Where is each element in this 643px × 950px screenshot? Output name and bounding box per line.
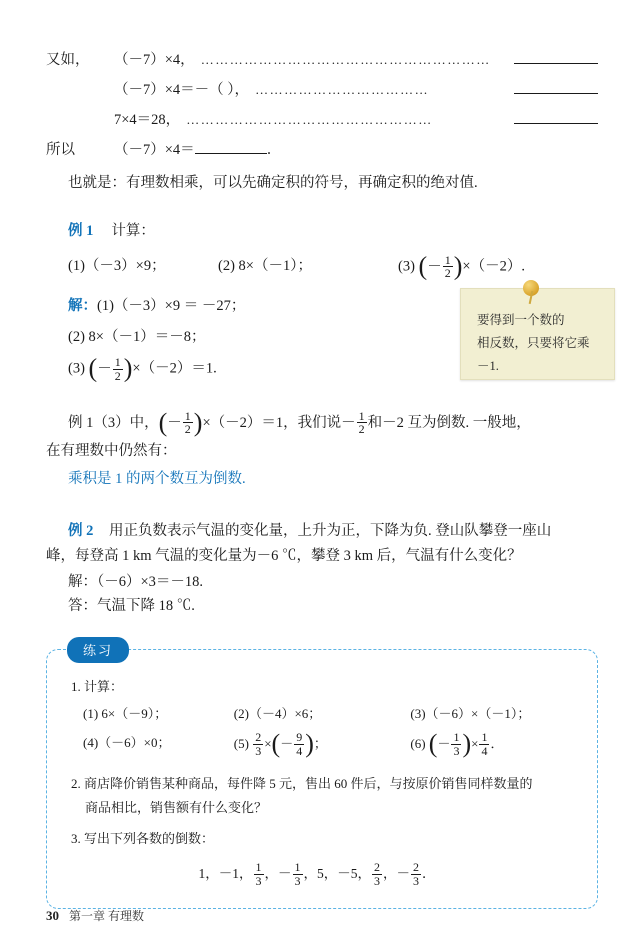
- fraction-two-thirds: $\frac{2}{3}$: [255, 730, 262, 758]
- reciprocal-part-2: ×（－2）＝1，我们说－: [202, 414, 356, 431]
- sticky-note: [460, 288, 615, 380]
- exercise-q1-item-6-tail: ．: [490, 735, 504, 751]
- intro-dots-3: ……………………………………………: [186, 112, 433, 127]
- example-2-solution: 解：（－6）×3＝－18.: [68, 573, 204, 590]
- example-1-item-1: (1)（－3）×9；: [68, 258, 166, 275]
- example-1-item-3-index: (3): [398, 258, 415, 275]
- q3-mid-2: ，5，－5，: [303, 865, 371, 881]
- fraction-neg-one-third: － $\frac{1}{3}$: [437, 730, 460, 758]
- intro-row-3: [46, 108, 598, 129]
- example-2-label: 例 2: [68, 523, 94, 540]
- example-1-label: 例 1: [68, 223, 94, 240]
- exercise-q1-row-2: [83, 728, 579, 758]
- exercise-q3-numbers: [55, 862, 579, 888]
- exercise-q1-item-2: (2)（－4）×6；: [233, 705, 322, 721]
- exercise-q1-item-5-tail: ；: [313, 735, 327, 751]
- page-number: 30: [46, 908, 59, 923]
- intro-expr-1: （－7）×4，: [114, 52, 195, 68]
- example-2-block: [46, 517, 598, 620]
- intro-row-2: [46, 78, 598, 99]
- left-paren: (: [418, 251, 428, 281]
- exercise-box: [46, 642, 598, 909]
- right-paren-4: ): [305, 728, 314, 758]
- example-1-item-3: [398, 251, 578, 281]
- example-2-answer: 答：气温下降 18 ℃.: [68, 598, 195, 615]
- exercise-q1-label: 1. 计算：: [71, 678, 124, 694]
- intro-blank-3: [514, 111, 598, 124]
- left-paren-5: (: [428, 728, 438, 758]
- exercise-tab-label: 练习: [67, 637, 129, 663]
- fraction-two-thirds-2: $\frac{2}{3}$: [374, 860, 380, 888]
- exercise-q1-item-3: (3)（－6）×（－1）；: [410, 705, 531, 721]
- intro-expr-2: （－7）×4＝－（ ），: [114, 82, 250, 98]
- note-line-3: －1.: [477, 359, 499, 374]
- exercise-q3-label: 3. 写出下列各数的倒数：: [71, 831, 215, 847]
- chapter-title: 第一章 有理数: [69, 909, 145, 923]
- reciprocal-part-1: 例 1（3）中，: [68, 414, 159, 431]
- solution-line-1: (1)（－3）×9 ＝ －27；: [97, 298, 246, 315]
- example-1-items: [68, 251, 598, 281]
- exercise-q1-item-6: (6) (－ $\frac{1}{3}$ )× $\frac{1}{4}$ ．: [410, 728, 504, 758]
- solution-label: 解：: [68, 298, 97, 315]
- intro-block: [46, 48, 598, 197]
- left-paren-2: (: [88, 353, 98, 383]
- intro-lead: 又如，: [46, 52, 90, 68]
- fraction-two-thirds-3: $\frac{2}{3}$: [413, 860, 419, 888]
- rule-sentence: 也就是：有理数相乘，可以先确定积的符号，再确定积的绝对值.: [68, 175, 478, 191]
- so-answer-blank: [195, 142, 267, 154]
- q3-tail: ．: [422, 865, 436, 881]
- note-line-1: 要得到一个数的: [477, 313, 565, 327]
- example-1-title: 计算：: [111, 223, 155, 240]
- example-1-item-3-tail: ×（－2）.: [462, 258, 525, 275]
- page-footer: [46, 907, 144, 924]
- right-paren-3: ): [193, 407, 203, 437]
- intro-row-1: [46, 48, 598, 69]
- example-2-text-line-2: 峰，每登高 1 km 气温的变化量为－6 ℃，攀登 3 km 后，气温有什么变化？: [46, 547, 522, 564]
- q3-prefix: 1，－1，: [198, 865, 253, 881]
- exercise-q1-item-1: (1) 6×（－9）；: [83, 705, 168, 721]
- reciprocal-part-3: 和－2 互为倒数. 一般地，: [367, 414, 531, 431]
- fraction-neg-half-3: － $\frac{1}{2}$: [167, 408, 191, 437]
- example-1-item-2: (2) 8×（－1）；: [218, 258, 312, 275]
- exercise-q1-item-6-index: (6): [410, 735, 426, 751]
- solution-line-3-tail: ×（－2）＝1.: [132, 360, 217, 377]
- fraction-neg-half-2: － $\frac{1}{2}$: [97, 354, 121, 383]
- intro-dots-1: ……………………………………………………: [200, 52, 491, 67]
- left-paren-4: (: [271, 728, 281, 758]
- so-expression: [114, 138, 281, 159]
- example-1-solution-2: (2) 8×（－1）＝－8；: [68, 329, 206, 346]
- fraction-one-fourth: $\frac{1}{4}$: [481, 730, 488, 758]
- reciprocal-line-2: 在有理数中仍然有：: [46, 442, 177, 459]
- example-1-header: [68, 219, 598, 240]
- q3-end: ，－: [383, 865, 410, 881]
- fraction-one-third-2: $\frac{1}{3}$: [294, 860, 301, 888]
- fraction-neg-nine-fourths: － $\frac{9}{4}$: [280, 730, 303, 758]
- so-lead: 所以: [46, 142, 75, 158]
- fraction-neg-half: － $\frac{1}{2}$: [427, 252, 451, 281]
- right-paren: ): [453, 251, 463, 281]
- intro-expr-3: 7×4＝28，: [114, 112, 181, 128]
- fraction-one-third: $\frac{1}{3}$: [255, 860, 262, 888]
- conclusion-row: [46, 138, 598, 159]
- left-paren-3: (: [158, 407, 168, 437]
- so-expr-suffix: ．: [266, 142, 282, 158]
- right-paren-5: ): [462, 728, 472, 758]
- example-2-text-line-1: 用正负数表示气温的变化量，上升为正，下降为负. 登山队攀登一座山: [109, 523, 552, 540]
- so-expr-prefix: （－7）×4＝: [114, 142, 195, 158]
- reciprocal-highlight: 乘积是 1 的两个数互为倒数.: [68, 471, 246, 488]
- solution-line-3-index: (3): [68, 360, 85, 377]
- note-line-2: 相反数，只要将它乘: [477, 336, 590, 351]
- pin-icon: [523, 280, 539, 296]
- right-paren-2: ): [123, 353, 133, 383]
- exercise-q1-item-5: (5) $\frac{2}{3}$ ×(－ $\frac{9}{4}$ )；: [233, 728, 327, 758]
- reciprocal-paragraph: [68, 409, 598, 437]
- exercise-q1-item-4: (4)（－6）×0；: [83, 734, 171, 750]
- exercise-q1-row-1: [83, 703, 579, 722]
- exercise-q1-item-5-index: (5): [233, 735, 249, 751]
- exercise-q2: [71, 772, 579, 821]
- fraction-half: $\frac{1}{2}$: [358, 408, 365, 437]
- intro-blank-2: [514, 81, 598, 94]
- q3-mid: ，－: [264, 865, 292, 881]
- intro-blank-1: [514, 51, 598, 64]
- reciprocal-block: [46, 409, 598, 494]
- exercise-q2-line-1: 2. 商店降价销售某种商品，每件降 5 元，售出 60 件后，与按原价销售同样数量的: [71, 775, 533, 791]
- exercise-q2-line-2: 商品相比，销售额有什么变化？: [85, 800, 268, 816]
- intro-dots-2: ………………………………: [255, 82, 430, 97]
- page-content: [46, 48, 598, 909]
